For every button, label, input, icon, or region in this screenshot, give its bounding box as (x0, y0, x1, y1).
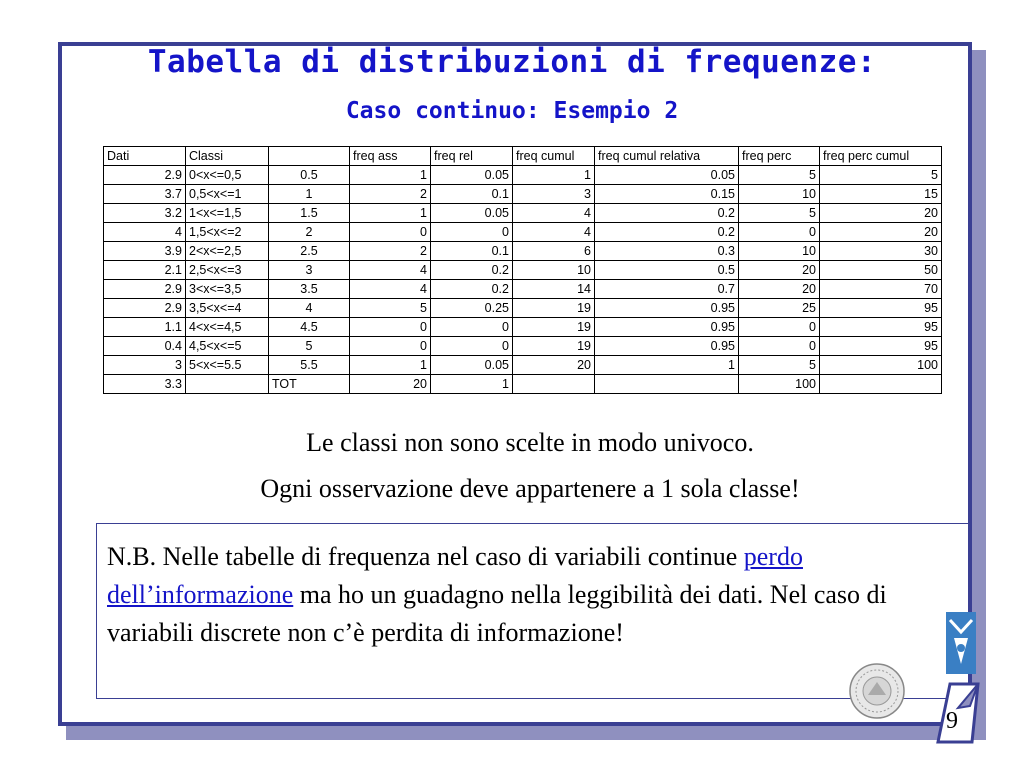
table-cell: 10 (739, 185, 820, 204)
table-cell: 95 (820, 337, 942, 356)
caption-line-1: Le classi non sono scelte in modo univoco. (306, 428, 754, 457)
page-corner-icon (920, 678, 1000, 748)
table-cell: 5 (739, 166, 820, 185)
table-row (104, 223, 942, 242)
table-cell: 0 (739, 318, 820, 337)
table-cell: 0.3 (595, 242, 739, 261)
table-cell: 3,5<x<=4 (186, 299, 269, 318)
table-row (104, 299, 942, 318)
table-cell: 2.1 (104, 261, 186, 280)
table-cell: 0 (431, 337, 513, 356)
header-cell: freq ass (350, 147, 431, 166)
table-cell: 0.5 (269, 166, 350, 185)
table-cell: 4 (350, 261, 431, 280)
table-row (104, 242, 942, 261)
table-cell: 5 (350, 299, 431, 318)
table-cell: 0 (431, 318, 513, 337)
table-cell: 0 (739, 337, 820, 356)
table-cell: 0.1 (431, 185, 513, 204)
table-cell: 6 (513, 242, 595, 261)
table-cell: 0.1 (431, 242, 513, 261)
table-cell: 100 (739, 375, 820, 394)
table-cell (186, 375, 269, 394)
table-row (104, 261, 942, 280)
slide-subtitle: Caso continuo: Esempio 2 (345, 98, 679, 124)
table-cell: 3 (513, 185, 595, 204)
table-cell: 2 (350, 185, 431, 204)
table-cell: 0 (739, 223, 820, 242)
table-cell: 2.9 (104, 166, 186, 185)
table-row (104, 337, 942, 356)
table-header-row (104, 147, 942, 166)
table-cell: 0.7 (595, 280, 739, 299)
table-cell: 0 (350, 223, 431, 242)
header-cell (269, 147, 350, 166)
table-cell: 70 (820, 280, 942, 299)
table-cell: 2<x<=2,5 (186, 242, 269, 261)
table-cell: 0.2 (595, 204, 739, 223)
table-cell: 3.3 (104, 375, 186, 394)
frequency-table (103, 146, 942, 394)
slide-title: Tabella di distribuzioni di frequenze: (147, 44, 877, 80)
table-cell: 3.2 (104, 204, 186, 223)
table-cell: 0.05 (595, 166, 739, 185)
table-cell: 2 (350, 242, 431, 261)
table-cell: 5<x<=5.5 (186, 356, 269, 375)
seal-icon (848, 662, 906, 720)
table-cell: 0 (431, 223, 513, 242)
table-row (104, 356, 942, 375)
university-logo-icon (946, 612, 976, 674)
table-cell: 0.25 (431, 299, 513, 318)
table-row (104, 280, 942, 299)
table-cell: 2.9 (104, 299, 186, 318)
table-cell: 0.2 (595, 223, 739, 242)
caption-line-2: Ogni osservazione deve appartenere a 1 sola classe! (260, 474, 800, 503)
table-cell: 2.9 (104, 280, 186, 299)
table-cell: 4 (269, 299, 350, 318)
table-cell: 2.5 (269, 242, 350, 261)
table-cell: 95 (820, 318, 942, 337)
note-link[interactable]: perdo dell’informazione (107, 542, 803, 609)
table-cell: 4 (513, 223, 595, 242)
table-cell: 1,5<x<=2 (186, 223, 269, 242)
table-cell: 0 (350, 318, 431, 337)
table-cell: 0.95 (595, 299, 739, 318)
table-cell (513, 375, 595, 394)
table-cell: 20 (820, 204, 942, 223)
table-cell: 0.15 (595, 185, 739, 204)
table-cell: 25 (739, 299, 820, 318)
table-cell: 0.5 (595, 261, 739, 280)
table-cell: 1 (513, 166, 595, 185)
table-cell: 1<x<=1,5 (186, 204, 269, 223)
table-cell: 19 (513, 318, 595, 337)
table-cell: 3<x<=3,5 (186, 280, 269, 299)
table-cell: 0.4 (104, 337, 186, 356)
table-cell: 0.05 (431, 356, 513, 375)
table-cell: 0 (350, 337, 431, 356)
table-cell: 0,5<x<=1 (186, 185, 269, 204)
table-row (104, 318, 942, 337)
table-cell: 95 (820, 299, 942, 318)
table-cell: 10 (513, 261, 595, 280)
table-cell: 20 (350, 375, 431, 394)
table-cell: 4<x<=4,5 (186, 318, 269, 337)
table-cell: 19 (513, 337, 595, 356)
table-cell: 4,5<x<=5 (186, 337, 269, 356)
table-cell: 0.2 (431, 280, 513, 299)
table-cell: 50 (820, 261, 942, 280)
table-cell (595, 375, 739, 394)
table-cell: 1 (350, 166, 431, 185)
note-text-start: N.B. Nelle tabelle di frequenza nel caso di variabili continue (107, 542, 744, 571)
table-cell: 100 (820, 356, 942, 375)
header-cell: freq rel (431, 147, 513, 166)
table-cell: 0.05 (431, 166, 513, 185)
header-cell: freq cumul (513, 147, 595, 166)
table-cell: 2,5<x<=3 (186, 261, 269, 280)
table-cell: 5.5 (269, 356, 350, 375)
table-row (104, 204, 942, 223)
table-cell: 19 (513, 299, 595, 318)
table-cell: 3.9 (104, 242, 186, 261)
page-number: 9 (946, 708, 958, 734)
header-cell: freq perc cumul (820, 147, 942, 166)
table-cell: 4 (104, 223, 186, 242)
table-cell: 4 (350, 280, 431, 299)
table-cell: 0.05 (431, 204, 513, 223)
table-cell: 0.95 (595, 318, 739, 337)
note-box (96, 523, 972, 699)
table-cell: 5 (820, 166, 942, 185)
table-cell: 1 (350, 204, 431, 223)
table-cell: 1 (350, 356, 431, 375)
table-row (104, 185, 942, 204)
note-text-end: ma ho un guadagno nella leggibilità dei dati. Nel caso di variabili discrete non c’è perdita di informazione! (107, 580, 887, 647)
table-cell: 2 (269, 223, 350, 242)
table-cell: 14 (513, 280, 595, 299)
table-cell: 3.5 (269, 280, 350, 299)
table-cell: TOT (269, 375, 350, 394)
table-cell: 5 (269, 337, 350, 356)
table-row (104, 375, 942, 394)
table-cell: 4 (513, 204, 595, 223)
table-cell: 3 (104, 356, 186, 375)
table-cell: 15 (820, 185, 942, 204)
table-cell: 0.95 (595, 337, 739, 356)
table-cell: 20 (739, 261, 820, 280)
table-cell: 1 (595, 356, 739, 375)
table-cell: 4.5 (269, 318, 350, 337)
header-cell: Dati (104, 147, 186, 166)
table-cell: 20 (739, 280, 820, 299)
table-cell: 20 (820, 223, 942, 242)
table-cell: 1 (269, 185, 350, 204)
table-cell: 0<x<=0,5 (186, 166, 269, 185)
table-cell: 3 (269, 261, 350, 280)
table-cell: 1.1 (104, 318, 186, 337)
table-cell: 10 (739, 242, 820, 261)
table-row (104, 166, 942, 185)
table-cell: 1 (431, 375, 513, 394)
header-cell: freq perc (739, 147, 820, 166)
table-cell: 5 (739, 356, 820, 375)
table-cell: 30 (820, 242, 942, 261)
header-cell: freq cumul relativa (595, 147, 739, 166)
table-cell (820, 375, 942, 394)
header-cell: Classi (186, 147, 269, 166)
table-cell: 1.5 (269, 204, 350, 223)
table-cell: 5 (739, 204, 820, 223)
table-cell: 0.2 (431, 261, 513, 280)
table-cell: 20 (513, 356, 595, 375)
table-cell: 3.7 (104, 185, 186, 204)
